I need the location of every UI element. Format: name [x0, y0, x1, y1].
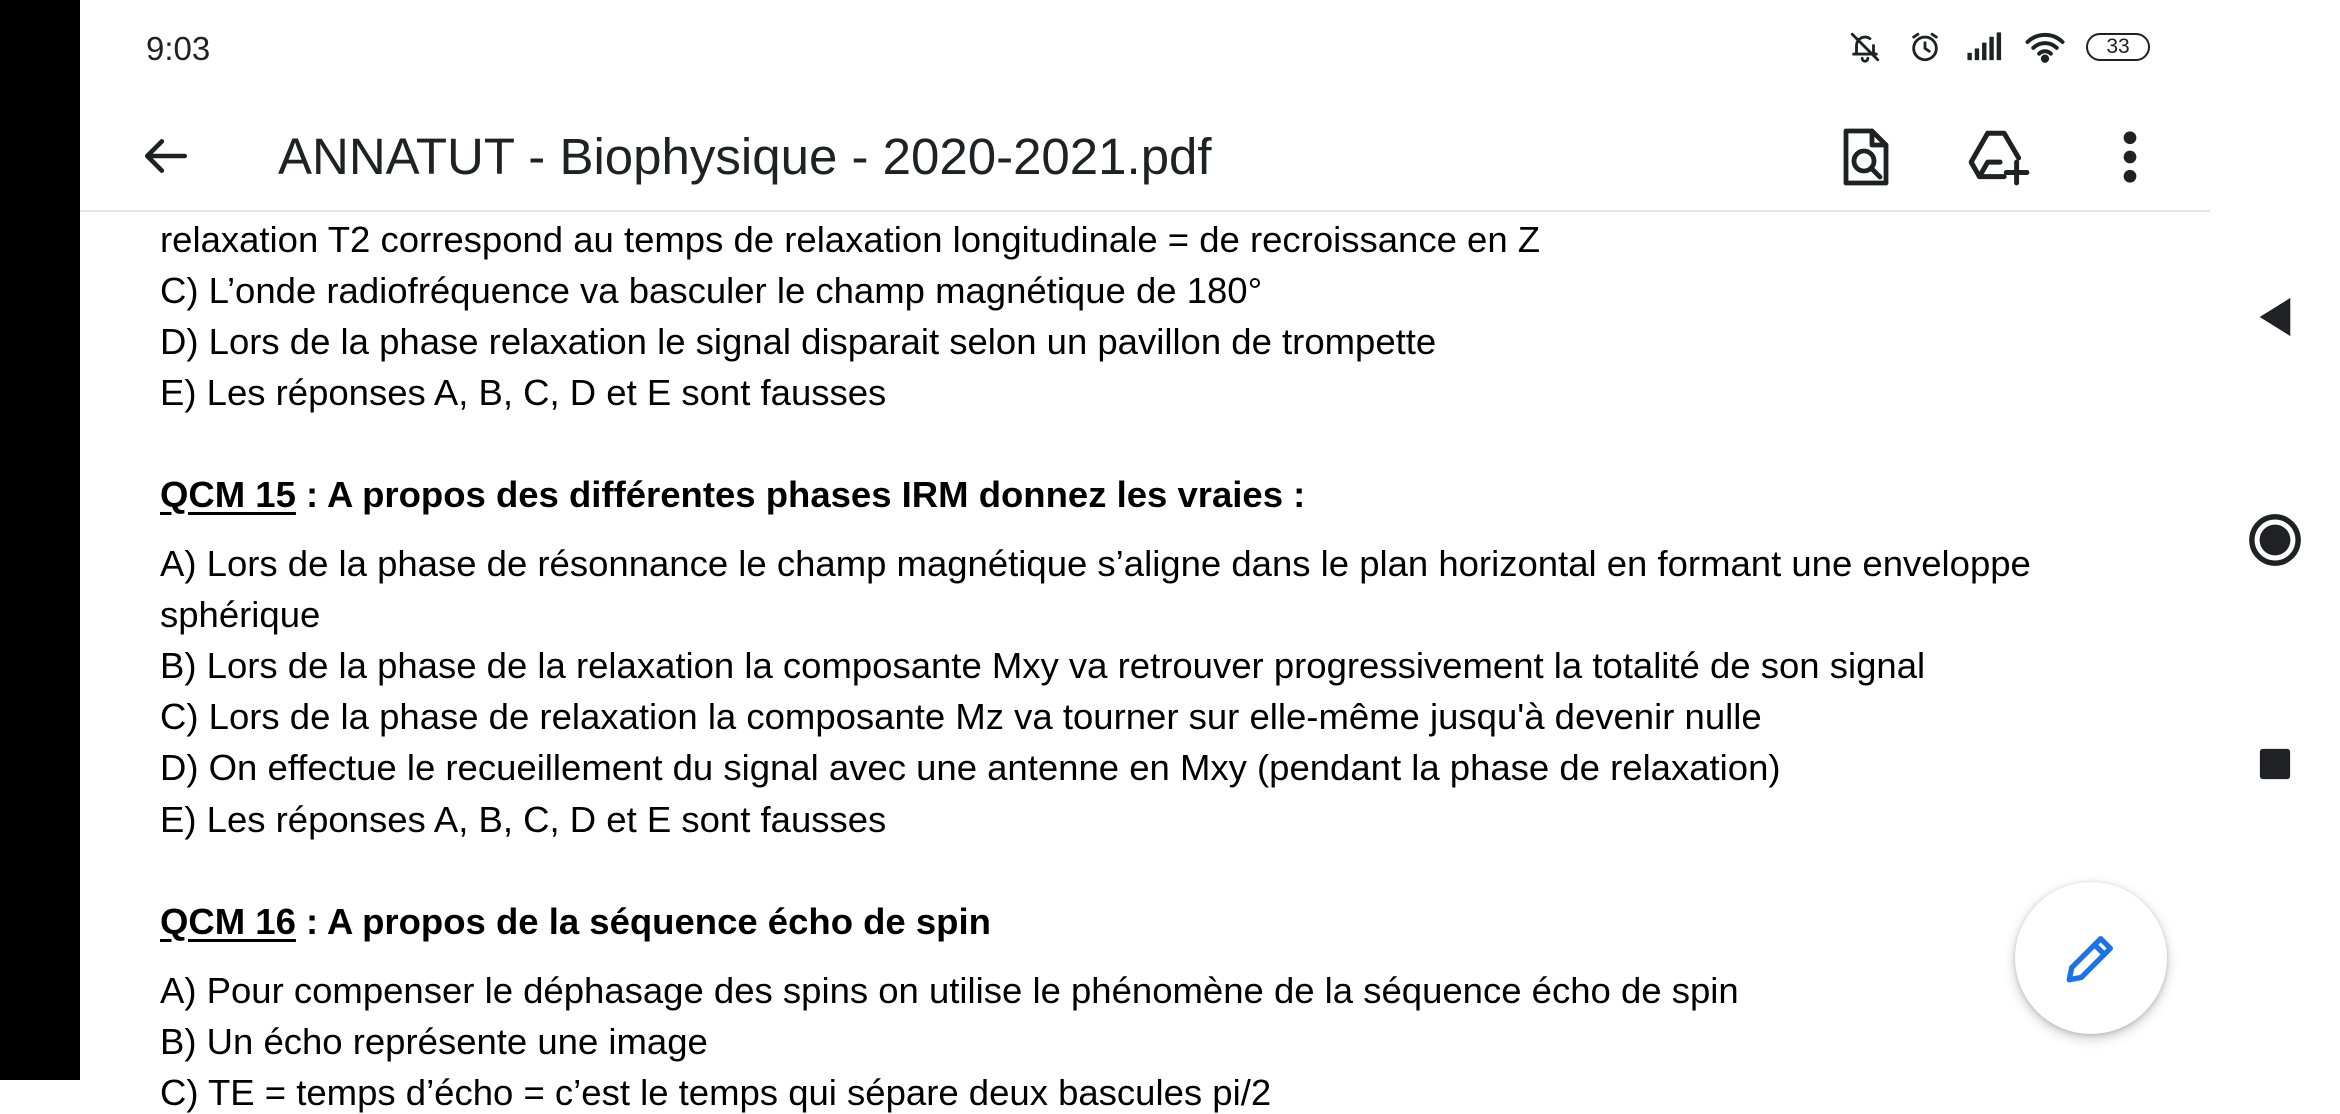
search-document-icon	[1840, 127, 1892, 187]
edit-fab-button[interactable]	[2015, 882, 2167, 1034]
signal-icon	[1966, 28, 2004, 66]
bell-off-icon	[1846, 28, 1884, 66]
qcm16-label: QCM 16	[160, 901, 296, 942]
add-to-drive-icon	[1967, 129, 2029, 185]
qcm15-option-d: D) On effectue le recueillement du signal avec une antenne en Mxy (pendant la phase de relaxation)	[160, 747, 1781, 788]
back-button[interactable]	[128, 118, 204, 194]
more-options-button[interactable]	[2092, 114, 2168, 200]
qcm16-option-a: A) Pour compenser le déphasage des spins on utilise le phénomène de la séquence écho de spin	[160, 970, 1739, 1011]
status-icons	[1846, 28, 2150, 66]
app-screen	[80, 0, 2210, 1113]
battery-icon: 33	[2086, 33, 2150, 61]
qcm16-heading	[160, 901, 991, 943]
option-c: C) L’onde radiofréquence va basculer le champ magnétique de 180°	[160, 270, 1263, 311]
qcm15-option-e: E) Les réponses A, B, C, D et E sont fausses	[160, 799, 887, 840]
option-d: D) Lors de la phase relaxation le signal disparait selon un pavillon de trompette	[160, 321, 1437, 362]
back-triangle-icon	[2257, 296, 2293, 338]
pdf-page-content	[160, 212, 2200, 1113]
qcm15-option-a: A) Lors de la phase de résonnance le champ magnétique s’aligne dans le plan horizontal en formant une enveloppe	[160, 543, 2031, 584]
nav-home-button[interactable]	[2238, 503, 2312, 577]
recents-square-icon	[2258, 747, 2292, 781]
system-nav-bar	[2210, 0, 2340, 1080]
qcm16-option-c: C) TE = temps d’écho = c’est le temps qui sépare deux bascules pi/2	[160, 1072, 1272, 1113]
document-title: ANNATUT - Biophysique - 2020-2021.pdf	[278, 128, 1212, 185]
qcm15-option-c: C) Lors de la phase de relaxation la composante Mz va tourner sur elle-même jusqu'à devenir nulle	[160, 696, 1762, 737]
qcm15-title: : A propos des différentes phases IRM donnez les vraies :	[295, 474, 1306, 515]
alarm-icon	[1906, 28, 1944, 66]
nav-recents-button[interactable]	[2238, 727, 2312, 801]
back-arrow-icon	[141, 131, 191, 181]
edit-pencil-icon	[2062, 929, 2120, 987]
qcm15-option-a-cont: sphérique	[160, 594, 321, 635]
status-time: 9:03	[146, 30, 211, 67]
add-to-drive-button[interactable]	[1960, 114, 2036, 200]
search-document-button[interactable]	[1828, 114, 1904, 200]
wifi-icon	[2026, 28, 2064, 66]
qcm15-label: QCM 15	[160, 474, 296, 515]
option-e: E) Les réponses A, B, C, D et E sont fausses	[160, 372, 887, 413]
qcm15-heading	[160, 474, 1305, 516]
nav-back-button[interactable]	[2238, 280, 2312, 354]
app-bar-actions	[1828, 114, 2168, 200]
qcm16-title: : A propos de la séquence écho de spin	[295, 901, 991, 942]
home-circle-icon	[2248, 513, 2302, 567]
app-bar	[80, 100, 2210, 212]
status-bar	[80, 0, 2210, 100]
text-line: relaxation T2 correspond au temps de relaxation longitudinale = de recroissance en Z	[160, 219, 1541, 260]
qcm15-option-b: B) Lors de la phase de la relaxation la composante Mxy va retrouver progressivement la totalité de son signal	[160, 645, 1926, 686]
qcm16-option-b: B) Un écho représente une image	[160, 1021, 708, 1062]
more-vert-icon	[2122, 130, 2138, 184]
left-screen-edge	[0, 0, 80, 1080]
